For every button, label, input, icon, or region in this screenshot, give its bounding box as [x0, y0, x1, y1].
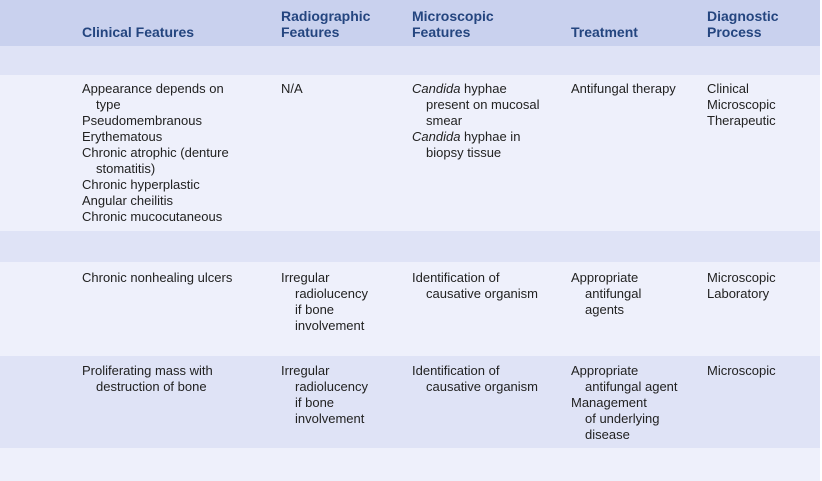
- row3-microscopic: Identification of causative organism: [412, 363, 538, 394]
- section-band: [0, 448, 822, 481]
- header-treatment: Treatment: [571, 24, 638, 40]
- row2-treatment: Appropriate antifungal agents: [571, 270, 642, 317]
- row3-radiographic: Irregular radiolucency if bone involvement: [281, 363, 368, 426]
- row1-clinical: Appearance depends on type Pseudomembranous Erythematous Chronic atrophic (denture stomatitis) Chronic hyperplastic Angular cheilitis Chronic mucocutaneous: [82, 81, 229, 224]
- row2-diagnostic: Microscopic Laboratory: [707, 270, 776, 301]
- row3-treatment: Appropriate antifungal agent Management of underlying disease: [571, 363, 678, 442]
- table-header: [0, 0, 822, 46]
- header-radiographic-features: Radiographic Features: [281, 8, 371, 40]
- row2-clinical: Chronic nonhealing ulcers: [82, 270, 233, 285]
- row2-microscopic: Identification of causative organism: [412, 270, 538, 301]
- row1-diagnostic: Clinical Microscopic Therapeutic: [707, 81, 776, 128]
- section-band: [0, 231, 822, 262]
- header-diagnostic-process: Diagnostic Process: [707, 8, 779, 40]
- header-microscopic-features: Microscopic Features: [412, 8, 494, 40]
- header-clinical-features: Clinical Features: [82, 24, 195, 40]
- row2-radiographic: Irregular radiolucency if bone involvement: [281, 270, 368, 333]
- row3-diagnostic: Microscopic: [707, 363, 776, 378]
- section-band: [0, 46, 822, 75]
- row1-radiographic: N/A: [281, 81, 303, 96]
- row1-treatment: Antifungal therapy: [571, 81, 676, 96]
- row3-clinical: Proliferating mass with destruction of bone: [82, 363, 213, 394]
- row1-microscopic: Candida hyphae present on mucosal smear Candida hyphae in biopsy tissue: [412, 81, 540, 160]
